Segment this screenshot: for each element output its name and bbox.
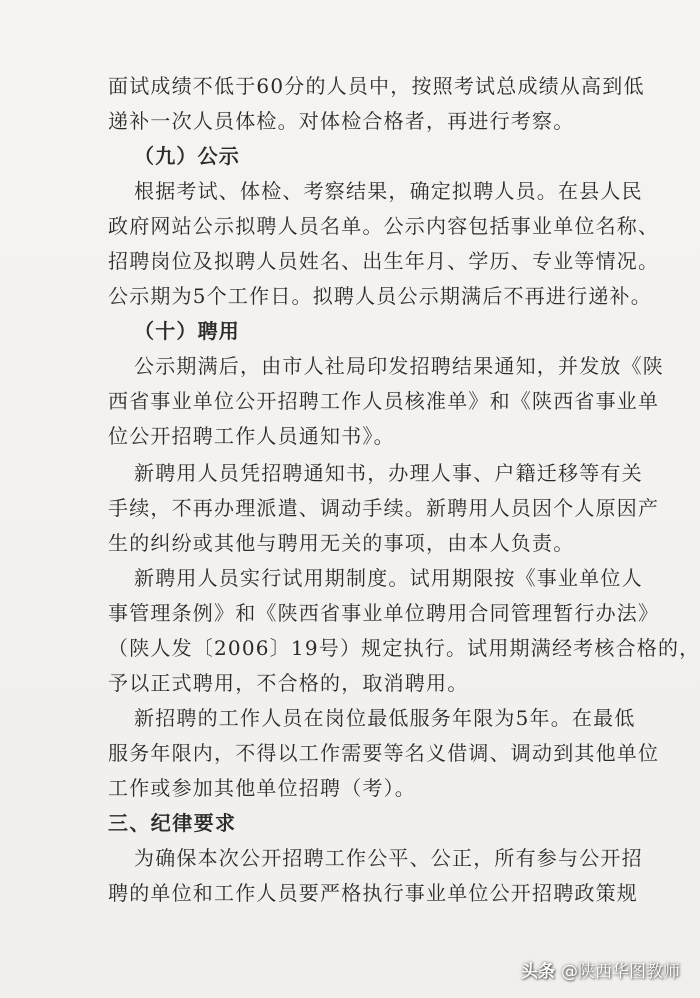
subsection-heading: （九）公示 xyxy=(134,144,240,168)
paragraph-line: 新招聘的工作人员在岗位最低服务年限为5年。在最低 xyxy=(134,706,636,730)
section-heading: 三、纪律要求 xyxy=(108,811,237,835)
paragraph-line: 根据考试、体检、考察结果，确定拟聘人员。在县人民 xyxy=(134,179,643,203)
paragraph-line: 招聘岗位及拟聘人员姓名、出生年月、学历、专业等情况。 xyxy=(108,249,660,273)
paragraph-line: 手续，不再办理派遣、调动手续。新聘用人员因个人原因产 xyxy=(108,496,660,520)
paragraph-line: 服务年限内，不得以工作需要等名义借调、调动到其他单位 xyxy=(108,741,660,765)
paragraph-line: 新聘用人员凭招聘通知书，办理人事、户籍迁移等有关 xyxy=(134,461,643,485)
paragraph-line: 递补一次人员体检。对体检合格者，再进行考察。 xyxy=(108,109,575,133)
watermark-account: @陕西华图教师 xyxy=(561,962,680,982)
watermark-platform: 头条 xyxy=(521,962,555,982)
paragraph-line: 新聘用人员实行试用期制度。试用期限按《事业单位人 xyxy=(134,566,643,590)
paragraph-line: 聘的单位和工作人员要严格执行事业单位公开招聘政策规 xyxy=(108,881,638,905)
watermark xyxy=(521,957,680,982)
paragraph-line: （陕人发〔2006〕19号）规定执行。试用期满经考核合格的， xyxy=(108,636,700,660)
paragraph-line: 生的纠纷或其他与聘用无关的事项，由本人负责。 xyxy=(108,531,575,555)
paragraph-line: 位公开招聘工作人员通知书》。 xyxy=(108,424,395,448)
paragraph-line: 政府网站公示拟聘人员名单。公示内容包括事业单位名称、 xyxy=(108,214,660,238)
paragraph-line: 工作或参加其他单位招聘（考）。 xyxy=(108,776,416,800)
paragraph-line: 公示期为5个工作日。拟聘人员公示期满后不再进行递补。 xyxy=(108,284,652,308)
paragraph-line: 西省事业单位公开招聘工作人员核准单》和《陕西省事业单 xyxy=(108,389,660,413)
paragraph-line: 面试成绩不低于60分的人员中，按照考试总成绩从高到低 xyxy=(108,74,645,98)
paragraph-line: 予以正式聘用，不合格的，取消聘用。 xyxy=(108,671,469,695)
paragraph-line: 公示期满后，由市人社局印发招聘结果通知，并发放《陕 xyxy=(134,354,664,378)
paragraph-line: 事管理条例》和《陕西省事业单位聘用合同管理暂行办法》 xyxy=(108,601,660,625)
paragraph-line: 为确保本次公开招聘工作公平、公正，所有参与公开招 xyxy=(134,846,643,870)
subsection-heading: （十）聘用 xyxy=(134,319,240,343)
